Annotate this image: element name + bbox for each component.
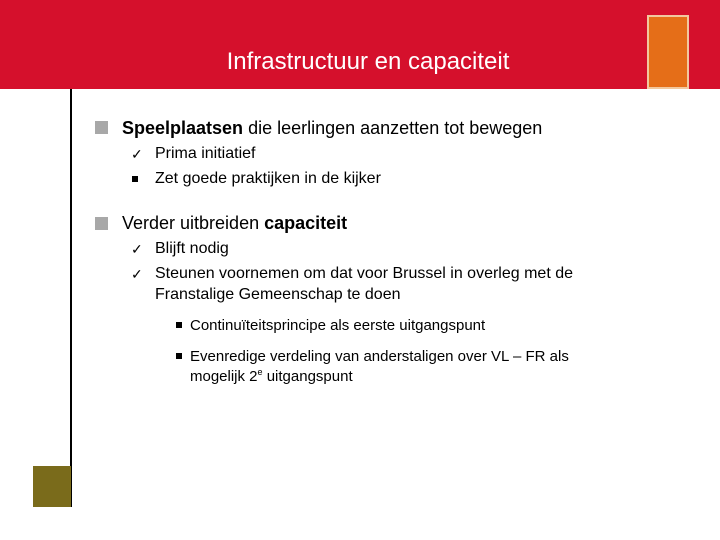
- bullet-speelplaatsen: Speelplaatsen die leerlingen aanzetten tot bewegen: [122, 118, 543, 138]
- sub-bullet-blijft-nodig: Blijft nodig: [155, 240, 229, 257]
- square-bullet-icon: [176, 353, 182, 359]
- checkmark-icon: ✓: [131, 146, 143, 162]
- bullet-capaciteit: Verder uitbreiden capaciteit: [122, 213, 348, 233]
- sub-bullet-steunen-line1: Steunen voornemen om dat voor Brussel in overleg met de: [155, 265, 574, 282]
- decorative-olive-block: [33, 466, 71, 507]
- sub-bullet-prima-initiatief: Prima initiatief: [155, 145, 256, 162]
- vertical-divider-line: [70, 89, 72, 507]
- sub-bullet-steunen-line2: Franstalige Gemeenschap te doen: [155, 286, 401, 303]
- bullet-square-icon: [95, 121, 108, 134]
- bullet-square-icon: [95, 217, 108, 230]
- square-bullet-icon: [132, 176, 138, 182]
- slide-title: Infrastructuur en capaciteit: [226, 48, 510, 75]
- checkmark-icon: ✓: [131, 266, 143, 282]
- sub-bullet-goede-praktijken: Zet goede praktijken in de kijker: [155, 170, 381, 187]
- subsub-bullet-continuiteit: Continuïteitsprincipe als eerste uitgangspunt: [190, 317, 486, 334]
- square-bullet-icon: [176, 322, 182, 328]
- subsub-bullet-evenredige-line1: Evenredige verdeling van anderstaligen over VL – FR als: [190, 348, 569, 365]
- subsub-bullet-evenredige-line2: mogelijk 2e uitgangspunt: [190, 367, 353, 385]
- checkmark-icon: ✓: [131, 241, 143, 257]
